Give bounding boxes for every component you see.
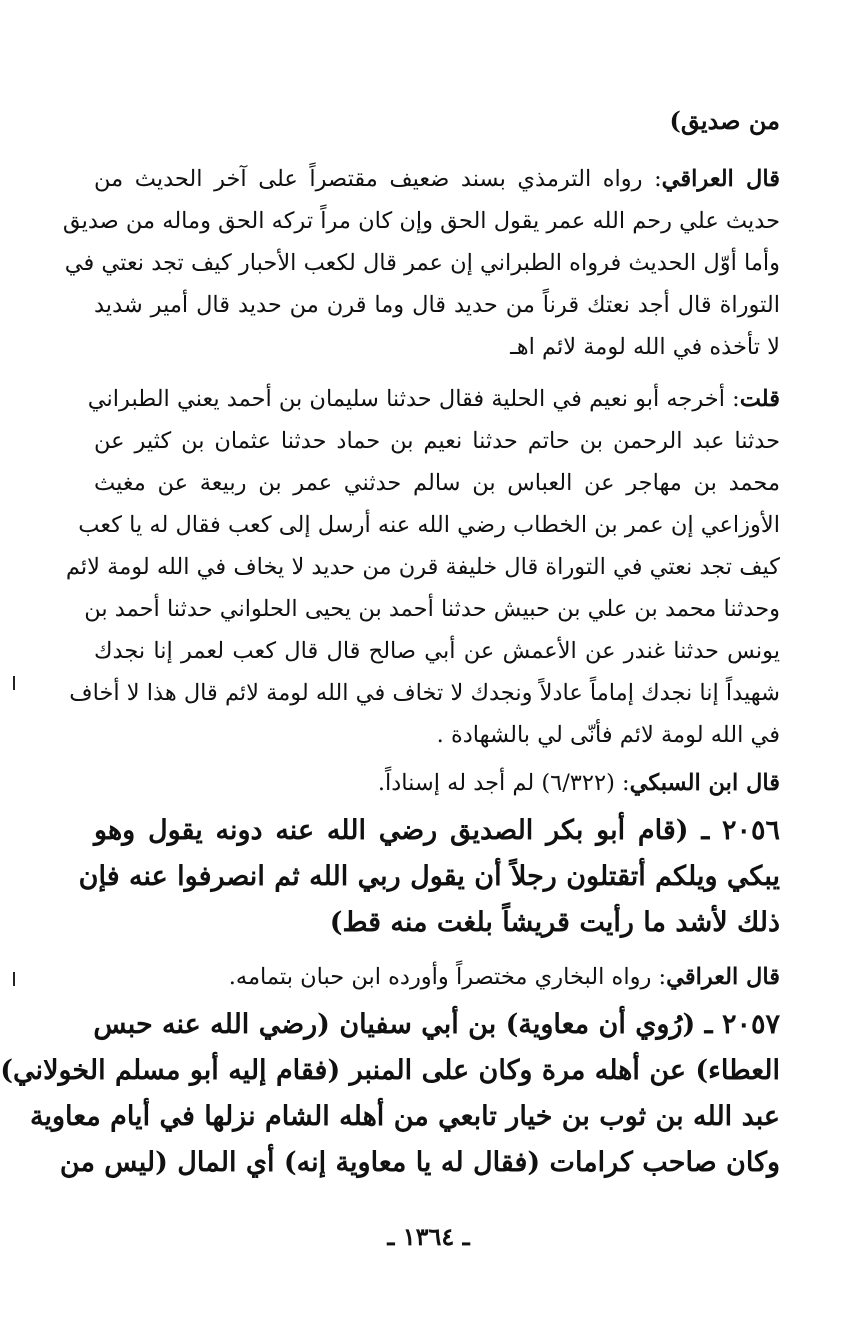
margin-mark [13, 676, 15, 690]
text-line: ذلك لأشد ما رأيت قريشاً بلغت منه قط) [329, 907, 780, 938]
page-body [0, 100, 781, 1186]
text-line: في الله لومة لائم فأنّى لي بالشهادة . [436, 722, 780, 748]
text-line: لا تأخذه في الله لومة لائم اهـ [510, 334, 780, 360]
text-line: وكان صاحب كرامات (فقال له يا معاوية إنه) أي المال (ليس من [59, 1147, 780, 1178]
text-line: حديث علي رحم الله عمر يقول الحق وإن كان مراً تركه الحق وماله من صديق [62, 208, 780, 234]
text-line: حدثنا عبد الرحمن بن حاتم حدثنا نعيم بن حماد حدثنا عثمان بن كثير عن [94, 428, 780, 454]
text-line: عبد الله بن ثوب بن خيار تابعي من أهله الشام نزلها في أيام معاوية [29, 1101, 780, 1132]
paragraph-label: قال ابن السبكي [629, 770, 780, 796]
text-line: العطاء) عن أهله مرة وكان على المنبر (فقام إليه أبو مسلم الخولاني) [0, 1055, 780, 1086]
text-line: يبكي ويلكم أتقتلون رجلاً أن يقول ربي الله ثم انصرفوا عنه فإن [78, 861, 780, 892]
text-line: كيف تجد نعتي في التوراة قال خليفة قرن من حديد لا يخاف في الله لومة لائم [65, 554, 780, 580]
text-line: شهيداً إنا نجدك إماماً عادلاً ونجدك لا تخاف في الله لومة لائم قال هذا لا أخاف [69, 680, 780, 706]
entry-number: ٢٠٥٧ ـ [704, 1009, 780, 1040]
paragraph-iraqi-1 [62, 158, 781, 368]
paragraph-label: قلت [739, 386, 780, 412]
text-line: التوراة قال أجد نعتك قرناً من حديد قال وما قرن من حديد قال أمير شديد [94, 292, 780, 318]
hadith-entry-2057 [0, 1002, 780, 1186]
text-line: وحدثنا محمد بن علي بن حبيش حدثنا أحمد بن يحيى الحلواني حدثنا أحمد بن [84, 596, 780, 622]
paragraph-qultu [65, 378, 780, 756]
text-line: الأوزاعي إن عمر بن الخطاب رضي الله عنه أرسل إلى كعب فقال له يا كعب [78, 512, 780, 538]
text-line: قال العراقي: رواه الترمذي بسند ضعيف مقتصراً على آخر الحديث من [94, 166, 781, 192]
margin-mark [13, 972, 15, 986]
hadith-entry-2056 [78, 808, 781, 946]
paragraph-iraqi-2 [94, 956, 780, 998]
text-line: ٢٠٥٧ ـ (رُوي أن معاوية) بن أبي سفيان (رضي الله عنه حبس [93, 1009, 780, 1040]
text-line: وأما أوّل الحديث فرواه الطبراني إن عمر قال لكعب الأحبار كيف تجد نعتي في [64, 250, 780, 276]
continuation-line: من صديق) [669, 106, 780, 135]
paragraph-label: قال العراقي [661, 166, 781, 192]
text-line: قال العراقي: رواه البخاري مختصراً وأورده ابن حبان بتمامه. [228, 964, 780, 990]
paragraph-label: قال العراقي [666, 964, 780, 990]
text-line: يونس حدثنا غندر عن الأعمش عن أبي صالح قال قال كعب لعمر إنا نجدك [94, 638, 780, 664]
text-line: قلت: أخرجه أبو نعيم في الحلية فقال حدثنا سليمان بن أحمد يعني الطبراني [87, 386, 780, 412]
text-line: قال ابن السبكي: (٦/٣٢٢) لم أجد له إسناداً. [377, 770, 780, 796]
text-line: ٢٠٥٦ ـ (قام أبو بكر الصديق رضي الله عنه دونه يقول وهو [94, 815, 781, 846]
text-line: محمد بن مهاجر عن العباس بن سالم حدثني عمر بن ربيعة عن مغيث [94, 470, 780, 496]
entry-number: ٢٠٥٦ ـ [701, 815, 781, 846]
paragraph-subki [94, 762, 780, 804]
page-number: ـ ١٣٦٤ ـ [387, 1222, 470, 1251]
